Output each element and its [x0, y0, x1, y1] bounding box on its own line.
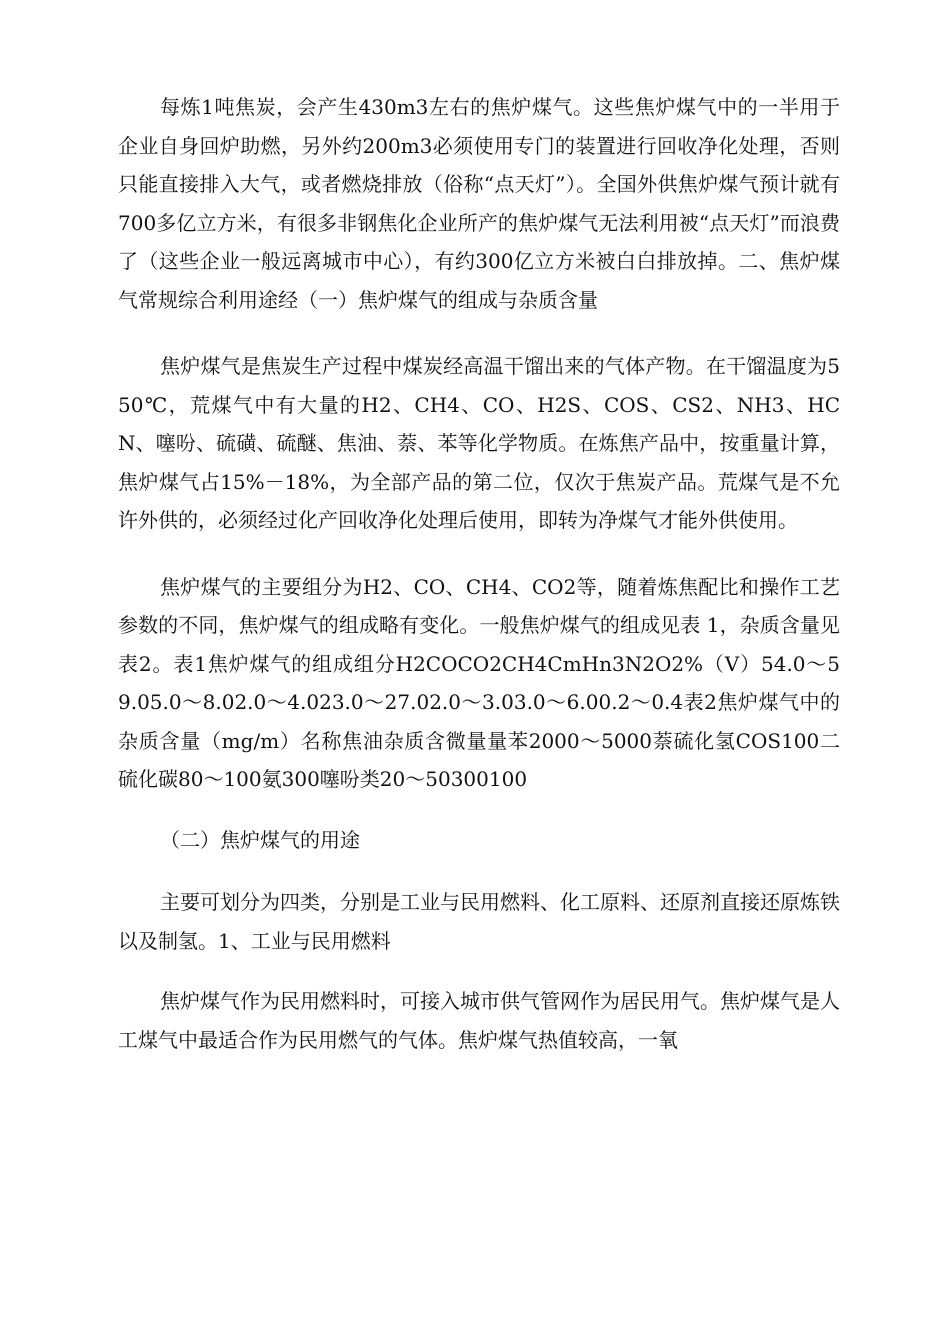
paragraph-coke-gas-definition: 焦炉煤气是焦炭生产过程中煤炭经高温干馏出来的气体产物。在干馏温度为550℃，荒煤气中有大量的H2、CH4、CO、H2S、COS、CS2、NH3、HCN、噻吩、硫磺、硫醚、焦油、萘、苯等化学物质。在炼焦产品中，按重量计算，焦炉煤气占15%－18%，为全部产品的第二位，仅次于焦炭产品。荒煤气是不允许外供的，必须经过化产回收净化处理后使用，即转为净煤气才能外供使用。: [118, 354, 840, 532]
section-heading-uses: （二）焦炉煤气的用途: [160, 827, 360, 852]
paragraph-uses-overview: 主要可划分为四类，分别是工业与民用燃料、化工原料、还原剂直接还原炼铁以及制氢。1、工业与民用燃料: [118, 890, 840, 953]
paragraph-civil-fuel: 焦炉煤气作为民用燃料时，可接入城市供气管网作为居民用气。焦炉煤气是人工煤气中最适合作为民用燃气的气体。焦炉煤气热值较高，一氧: [118, 989, 840, 1052]
paragraph-coke-gas-composition: 焦炉煤气的主要组分为H2、CO、CH4、CO2等，随着炼焦配比和操作工艺参数的不同，焦炉煤气的组成略有变化。一般焦炉煤气的组成见表 1，杂质含量见表2。表1焦炉煤气的组成组分H2COCO2CH4CmHn3N2O2%（V）54.0～59.05.0～8.02.0～4.023.0～27.02.0～3.03.0～6.00.2～0.4表2焦炉煤气中的杂质含量（mg/m）名称焦油杂质含微量量苯2000～5000萘硫化氢COS100二硫化碳80～100氨300噻吩类20～50300100: [118, 574, 840, 791]
paragraph-coke-gas-output: 每炼1吨焦炭，会产生430m3左右的焦炉煤气。这些焦炉煤气中的一半用于企业自身回炉助燃，另外约200m3必须使用专门的装置进行回收净化处理，否则只能直接排入大气，或者燃烧排放（俗称“点天灯”）。全国外供焦炉煤气预计就有700多亿立方米，有很多非钢焦化企业所产的焦炉煤气无法利用被“点天灯”而浪费了（这些企业一般远离城市中心），有约300亿立方米被白白排放掉。二、焦炉煤气常规综合利用途经（一）焦炉煤气的组成与杂质含量: [118, 95, 840, 312]
document-page: [118, 88, 840, 1087]
